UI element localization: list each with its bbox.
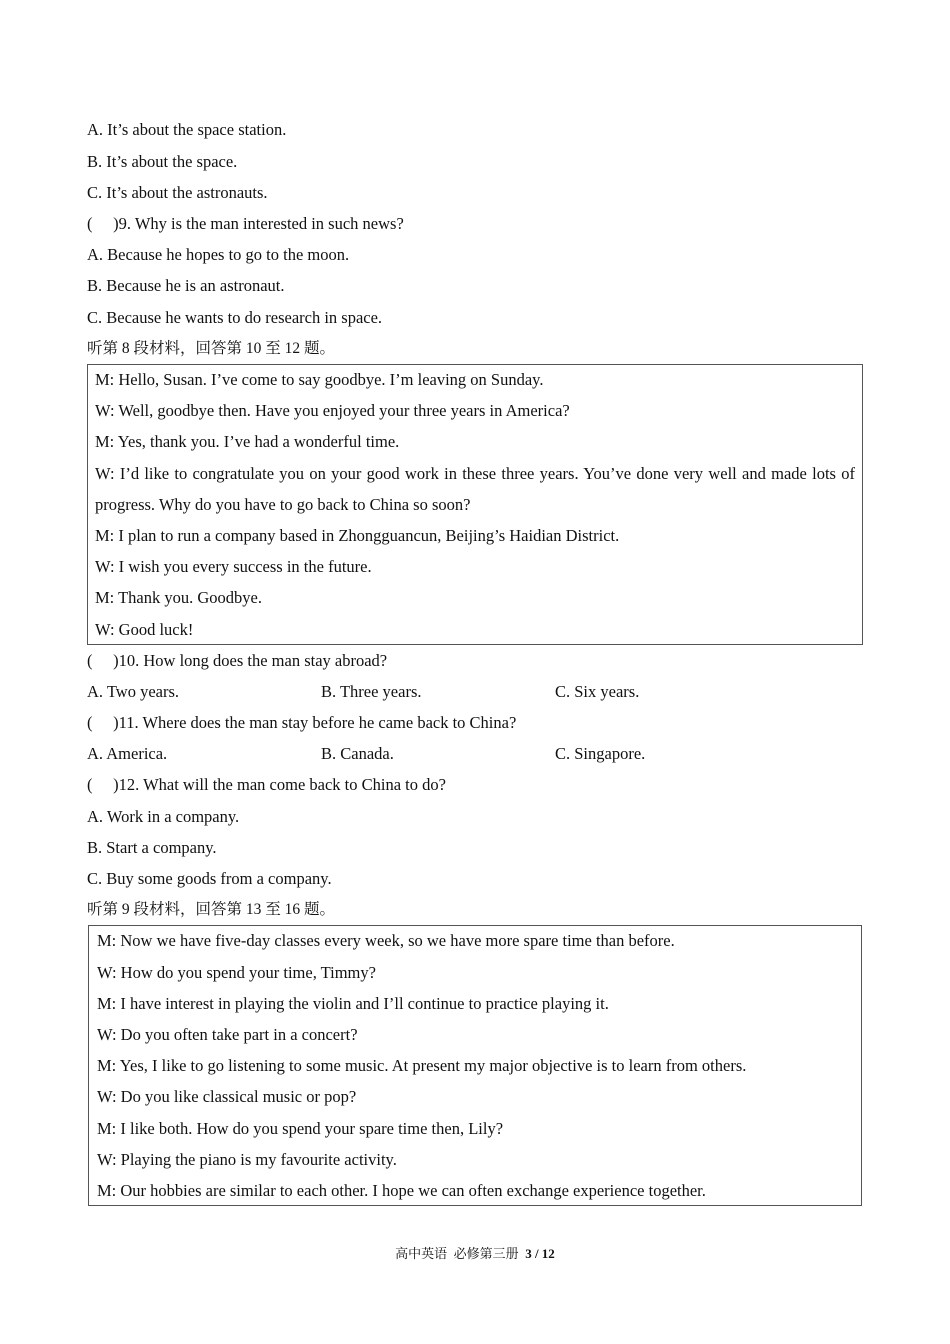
- section8-heading: 听第 8 段材料，回答第 10 至 12 题。: [87, 339, 336, 357]
- q11-stem: ( )11. Where does the man stay before he came back to China?: [87, 713, 517, 733]
- q9-option-c: C. Because he wants to do research in space.: [87, 307, 383, 327]
- q12-stem: ( )12. What will the man come back to China to do?: [87, 775, 446, 795]
- q12-option-a: A. Work in a company.: [87, 806, 240, 826]
- section9-transcript-box: [88, 925, 862, 1206]
- transcript-line: W: How do you spend your time, Timmy?: [97, 962, 376, 982]
- section8-transcript-box: [87, 364, 863, 645]
- q12-option-b: B. Start a company.: [87, 837, 217, 857]
- q12-option-c: C. Buy some goods from a company.: [87, 869, 332, 889]
- transcript-line: M: Hello, Susan. I’ve come to say goodbye. I’m leaving on Sunday.: [95, 369, 544, 389]
- transcript-line: W: Do you often take part in a concert?: [97, 1025, 358, 1045]
- q10-option-c: C. Six years.: [555, 681, 640, 701]
- transcript-line: M: I have interest in playing the violin and I’ll continue to practice playing it.: [97, 993, 609, 1013]
- transcript-line: M: Yes, thank you. I’ve had a wonderful time.: [95, 432, 400, 452]
- q8-option-c: C. It’s about the astronauts.: [87, 182, 268, 202]
- q8-option-a: A. It’s about the space station.: [87, 120, 287, 140]
- page-content: [87, 114, 863, 1206]
- transcript-line: M: Now we have five-day classes every week, so we have more spare time than before.: [97, 931, 675, 951]
- q10-option-b: B. Three years.: [321, 681, 422, 701]
- transcript-line: W: Good luck!: [95, 619, 194, 639]
- page-footer: [0, 1244, 950, 1264]
- transcript-line: M: Thank you. Goodbye.: [95, 588, 262, 608]
- q11-options: [87, 738, 863, 769]
- q9-stem: ( )9. Why is the man interested in such news?: [87, 213, 404, 233]
- transcript-line: W: Playing the piano is my favourite activity.: [97, 1149, 397, 1169]
- page-number: 3 / 12: [525, 1246, 555, 1261]
- transcript-line: W: Well, goodbye then. Have you enjoyed your three years in America?: [95, 401, 570, 421]
- q10-option-a: A. Two years.: [87, 681, 180, 701]
- q9-option-a: A. Because he hopes to go to the moon.: [87, 245, 350, 265]
- footer-title: 高中英语 必修第三册: [395, 1246, 526, 1261]
- q11-option-a: A. America.: [87, 744, 168, 764]
- q10-stem: ( )10. How long does the man stay abroad?: [87, 650, 388, 670]
- transcript-line: M: I like both. How do you spend your spare time then, Lily?: [97, 1118, 504, 1138]
- transcript-line: M: I plan to run a company based in Zhongguancun, Beijing’s Haidian District.: [95, 525, 620, 545]
- transcript-line: W: I wish you every success in the future.: [95, 557, 372, 577]
- q10-options: [87, 676, 863, 707]
- section9-heading: 听第 9 段材料，回答第 13 至 16 题。: [87, 901, 336, 919]
- transcript-line: M: Yes, I like to go listening to some music. At present my major objective is to learn from others.: [97, 1056, 747, 1076]
- transcript-line: W: Do you like classical music or pop?: [97, 1087, 357, 1107]
- q8-option-b: B. It’s about the space.: [87, 151, 238, 171]
- q9-option-b: B. Because he is an astronaut.: [87, 276, 285, 296]
- q11-option-c: C. Singapore.: [555, 744, 646, 764]
- q11-option-b: B. Canada.: [321, 744, 394, 764]
- transcript-line: W: I’d like to congratulate you on your good work in these three years. You’ve done very well and made lots of progress. Why do you have to go back to China so soon?: [95, 463, 855, 514]
- transcript-line: M: Our hobbies are similar to each other. I hope we can often exchange experience together.: [97, 1181, 706, 1201]
